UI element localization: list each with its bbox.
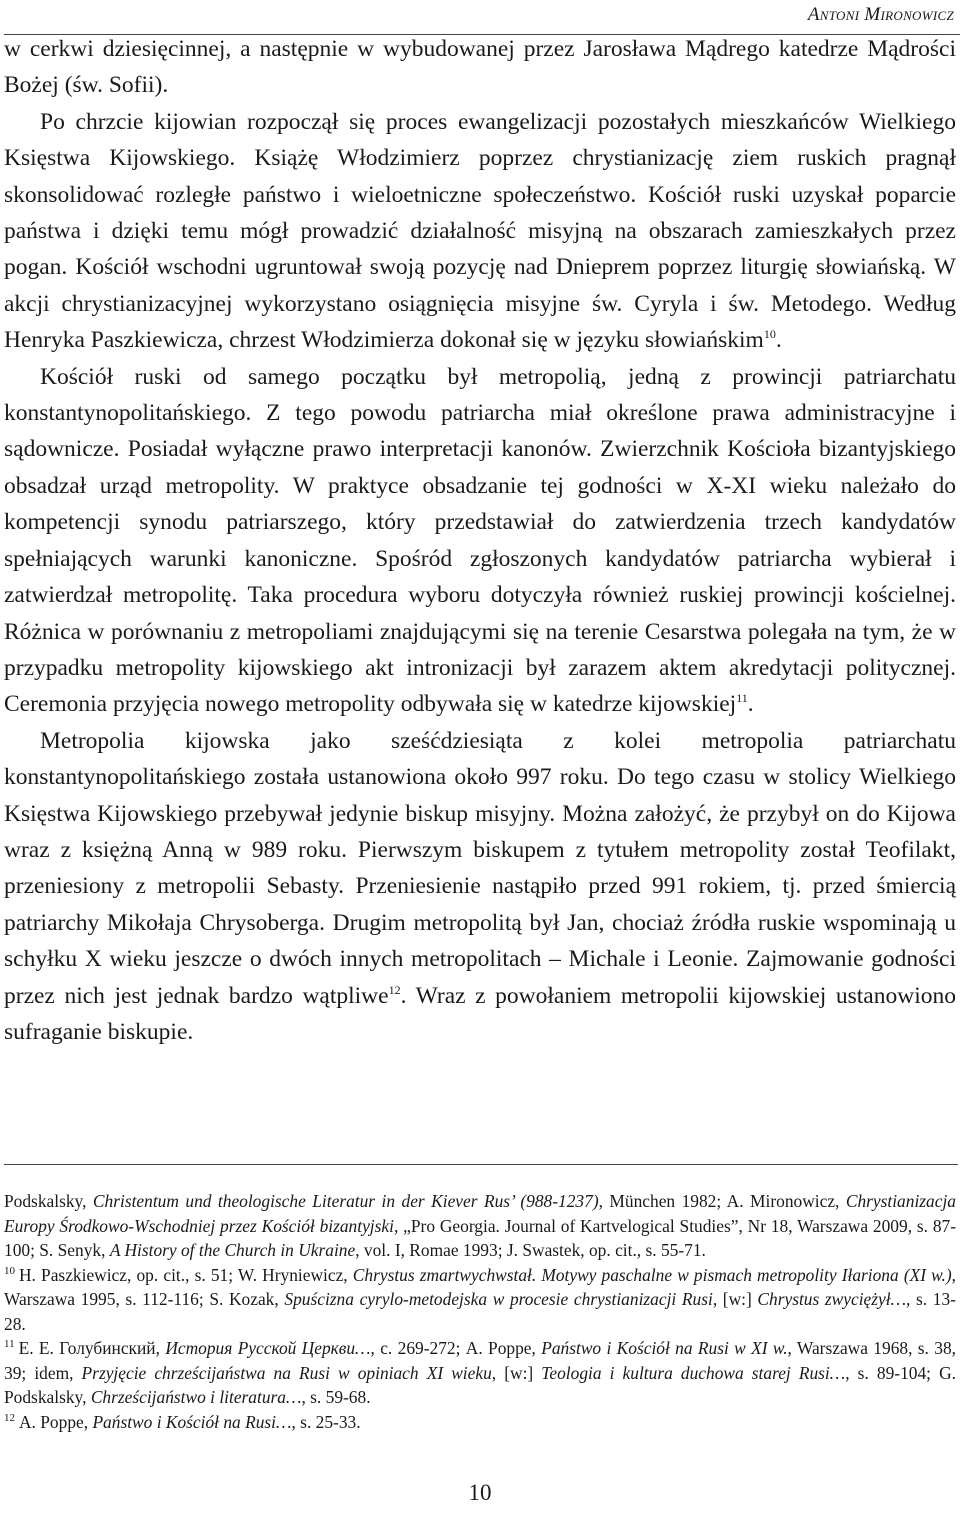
fn-title: Teologia i kultura duchowa starej Rusi…: [541, 1362, 846, 1383]
fn-text: , [w:]: [491, 1362, 542, 1383]
fn-text: , s. 25-33.: [291, 1411, 361, 1432]
fn-title: Christentum und theologische Literatur in der Kiever Rus’ (988-1237): [92, 1191, 599, 1211]
footnote-ref-11[interactable]: 11: [736, 691, 748, 706]
fn-title: Przyjęcie chrześcijaństwa na Rusi w opiniach XI wieku: [81, 1362, 492, 1383]
footnote-number: 10: [4, 1264, 15, 1277]
fn-title: Spuścizna cyrylo-metodejska w procesie chrystianizacji Rusi: [284, 1289, 713, 1309]
paragraph-1: w cerkwi dziesięcinnej, a następnie w wybudowanej przez Jarosława Mądrego katedrze Mądrości Bożej (św. Sofii).: [4, 36, 956, 99]
paragraph-3-text: Kościół ruski od samego początku był metropolią, jedną z prowincji patriarchatu konstantynopolitańskiego. Z tego powodu patriarcha miał określone prawa administracyjne i sądownicze. Posiadał wyłączne prawo interpretacji kanonów. Zwierzchnik Kościoła bizantyjskiego obsadzał urząd metropolity. W praktyce obsadzanie tej godności w X-XI wieku należało do kompetencji synodu patriarszego, który przedstawiał do zatwierdzenia trzech kandydatów spełniających warunki kanoniczne. Spośród zgłoszonych kandydatów patriarcha wybierał i zatwierdzał metropolitę. Taka procedura wyboru dotyczyła również ruskiej prowincji kościelnej. Różnica w porównaniu z metropoliami znajdującymi się na terenie Cesarstwa polegała na tym, że w przypadku metropolity kijowskiego akt intronizacji był zarazem aktem akredytacji politycznej. Ceremonia przyjęcia nowego metropolity odbywała się w katedrze kijowskiej: [4, 363, 956, 718]
fn-text: Е. Е. Голубинский,: [18, 1338, 166, 1358]
footnote-number: 11: [4, 1338, 15, 1351]
fn-title: Państwo i Kościół na Rusi…: [92, 1411, 292, 1432]
fn-text: , с. 269-272; A. Poppe,: [370, 1338, 542, 1358]
page-number: 10: [468, 1480, 492, 1505]
fn-text: H. Paszkiewicz, op. cit., s. 51; W. Hryniewicz,: [19, 1264, 353, 1285]
paragraph-4: [4, 723, 956, 1051]
paragraph-3-end: .: [747, 691, 754, 718]
paragraph-2-end: .: [775, 327, 782, 354]
footnotes: [4, 1189, 956, 1434]
paragraph-4-text: Metropolia kijowska jako sześćdziesiąta z kolei metropolia patriarchatu konstantynopolitańskiego została ustanowiona około 997 roku. Do tego czasu w stolicy Wielkiego Księstwa Kijowskiego przebywał jedynie biskup misyjny. Można założyć, że przybył on do Kijowa wraz z księżną Anną w 989 roku. Pierwszym biskupem z tytułem metropolity został Teofilakt, przeniesiony z metropolii Sebasty. Przeniesienie nastąpiło przed 991 rokiem, tj. przed śmiercią patriarchy Mikołaja Chrysoberga. Drugim metropolitą był Jan, chociaż źródła ruskie wspominają u schyłku X wieku jeszcze o dwóch innych metropolitach – Michale i Leonie. Zajmowanie godności przez nich jest jednak bardzo wątpliwe: [4, 727, 956, 1009]
footnote-ref-12[interactable]: 12: [388, 982, 401, 997]
fn-text: , München 1982; A. Mironowicz,: [598, 1191, 846, 1211]
fn-title: Chrystus zwyciężył…: [757, 1289, 907, 1309]
footnote-rule: [4, 1164, 958, 1165]
fn-text: , vol. I, Romae 1993; J. Swastek, op. cit., s. 55-71.: [355, 1240, 706, 1260]
footnote-12: [4, 1410, 956, 1435]
fn-title: Chrześcijaństwo i literatura…: [90, 1387, 302, 1407]
fn-text: , s. 59-68.: [301, 1387, 371, 1407]
paragraph-2-text: Po chrzcie kijowian rozpoczął się proces ewangelizacji pozostałych mieszkańców Wielkiego Księstwa Kijowskiego. Książę Włodzimierz poprzez chrystianizację ziem ruskich pragnął skonsolidować rozległe państwo i wieloetniczne społeczeństwo. Kościół ruski uzyskał poparcie państwa i dzięki temu mógł prowadzić działalność misyjną na obszarach zamieszkałych przez pogan. Kościół wschodni ugruntował swoją pozycję nad Dnieprem poprzez liturgię słowiańską. W akcji chrystianizacyjnej wykorzystano osiągnięcia misyjne św. Cyryla i św. Metodego. Według Henryka Paszkiewicza, chrzest Włodzimierza dokonał się w języku słowiańskim: [4, 108, 956, 354]
footnote-10: [4, 1263, 956, 1337]
paragraph-3: [4, 359, 956, 723]
footnote-continuation: [4, 1189, 956, 1263]
footnote-number: 12: [4, 1411, 15, 1424]
fn-text: , [w:]: [712, 1289, 758, 1309]
paragraph-2: [4, 104, 956, 359]
fn-text: , Warszawa 1995, s. 112-116; S. Kozak,: [4, 1264, 956, 1309]
paragraph-4-end: . Wraz z powołaniem metropolii kijowskiej ustanowiono sufraganie biskupie.: [4, 982, 956, 1045]
fn-title: Chrystianizacja Europy Środkowo-Wschodniej przez Kościół bizantyjski,: [4, 1191, 956, 1236]
fn-title: Państwo i Kościół na Rusi w XI w.: [541, 1338, 788, 1358]
fn-title: Chrystus zmartwychwstał. Motywy paschalne w pismach metropolity Iłariona (XI w.): [352, 1264, 952, 1285]
fn-text: A. Poppe,: [19, 1411, 93, 1432]
fn-text: , Warszawa 1968, s. 38, 39; idem,: [4, 1338, 956, 1383]
footnote-11: [4, 1336, 956, 1410]
fn-text: Podskalsky,: [4, 1191, 93, 1211]
fn-text: , s. 89-104; G. Podskalsky,: [4, 1362, 956, 1407]
fn-title: A History of the Church in Ukraine: [109, 1240, 356, 1260]
running-head: Antoni Mironowicz: [807, 4, 954, 25]
footnote-ref-10[interactable]: 10: [763, 327, 776, 342]
fn-title: История Русской Церкви…: [165, 1338, 371, 1358]
fn-text: „Pro Georgia. Journal of Kartvelogical Studies”, Nr 18, Warszawa 2009, s. 87-100; S. Senyk,: [4, 1215, 956, 1260]
fn-text: , s. 13-28.: [4, 1289, 956, 1334]
main-text: [4, 31, 956, 1050]
